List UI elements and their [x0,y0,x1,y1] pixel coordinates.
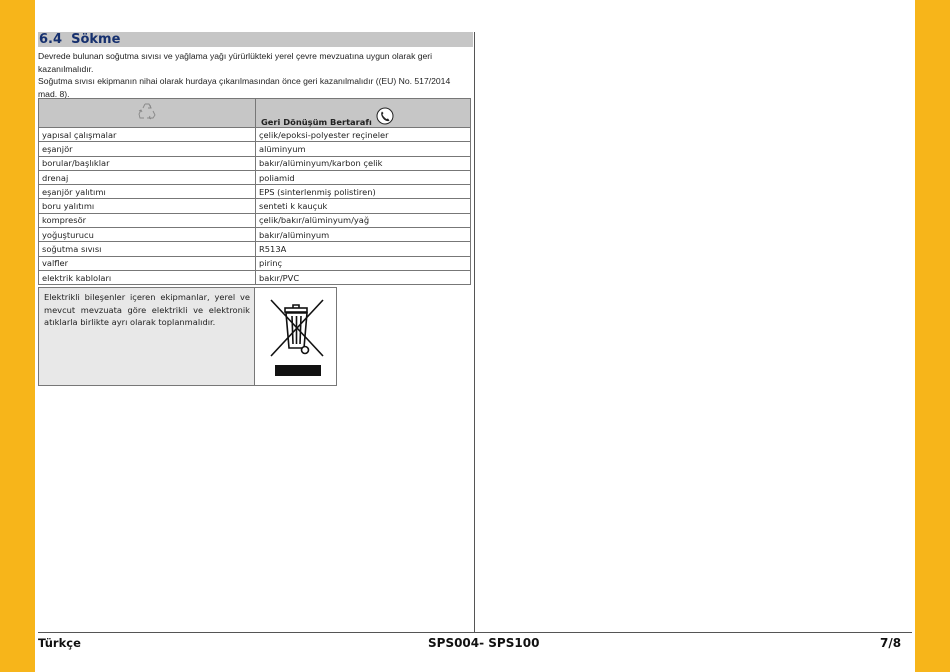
section-heading [38,32,473,47]
table-header-row [39,99,471,128]
recycling-table [38,98,471,285]
component-cell: boru yalıtımı [39,199,256,213]
table-row [39,128,471,142]
component-cell: kompresör [39,213,256,227]
table-row [39,156,471,170]
weee-notice-box [38,287,337,386]
component-cell: drenaj [39,170,256,184]
material-cell: bakır/alüminyum [256,228,471,242]
material-cell: alüminyum [256,142,471,156]
component-cell: eşanjör yalıtımı [39,185,256,199]
component-cell: yoğuşturucu [39,228,256,242]
table-row [39,142,471,156]
section-number: 6.4 [39,32,63,47]
component-cell: elektrik kabloları [39,270,256,284]
material-cell: bakır/alüminyum/karbon çelik [256,156,471,170]
table-row [39,199,471,213]
phone-icon [376,107,394,127]
table-row [39,242,471,256]
material-cell: pirinç [256,256,471,270]
left-yellow-bar [0,0,35,672]
table-row [39,256,471,270]
recycle-icon [137,101,157,121]
table-row [39,170,471,184]
table-row [39,185,471,199]
material-cell: EPS (sinterlenmiş polistiren) [256,185,471,199]
footer-language: Türkçe [38,636,81,650]
crossed-out-wheelie-bin-icon [269,296,325,380]
footer-model: SPS004- SPS100 [428,636,540,650]
column-divider [474,32,475,632]
table-row [39,270,471,284]
intro-paragraph-2: Soğutma sıvısı ekipmanın nihai olarak hurdaya çıkarılmasından önce geri kazanılmalıdır ((EU) No. 517/2014 mad. 8). [38,76,451,99]
material-cell: çelik/epoksi-polyester reçineler [256,128,471,142]
footer-page-number: 7/8 [880,636,902,650]
weee-notice-text: Elektrikli bileşenler içeren ekipmanlar, yerel ve mevcut mevzuata göre elektrikli ve elektronik atıklarla birlikte ayrı olarak toplanmalıdır. [39,288,255,385]
component-cell: valfler [39,256,256,270]
footer-divider [38,632,912,633]
component-cell: yapısal çalışmalar [39,128,256,142]
table-header-title: Geri Dönüşüm Bertarafı [261,117,372,127]
component-cell: soğutma sıvısı [39,242,256,256]
table-row [39,228,471,242]
material-cell: poliamid [256,170,471,184]
section-title: Sökme [71,32,121,47]
material-cell: R513A [256,242,471,256]
table-header-left [39,99,256,128]
material-cell: senteti k kauçuk [256,199,471,213]
table-header-right [256,99,471,128]
intro-text [38,50,470,100]
table-row [39,213,471,227]
material-cell: bakır/PVC [256,270,471,284]
material-cell: çelik/bakır/alüminyum/yağ [256,213,471,227]
intro-paragraph-1: Devrede bulunan soğutma sıvısı ve yağlama yağı yürürlükteki yerel çevre mevzuatına uygun olarak geri kazanılmalıdır. [38,51,433,74]
component-cell: borular/başlıklar [39,156,256,170]
component-cell: eşanjör [39,142,256,156]
right-yellow-bar [915,0,950,672]
